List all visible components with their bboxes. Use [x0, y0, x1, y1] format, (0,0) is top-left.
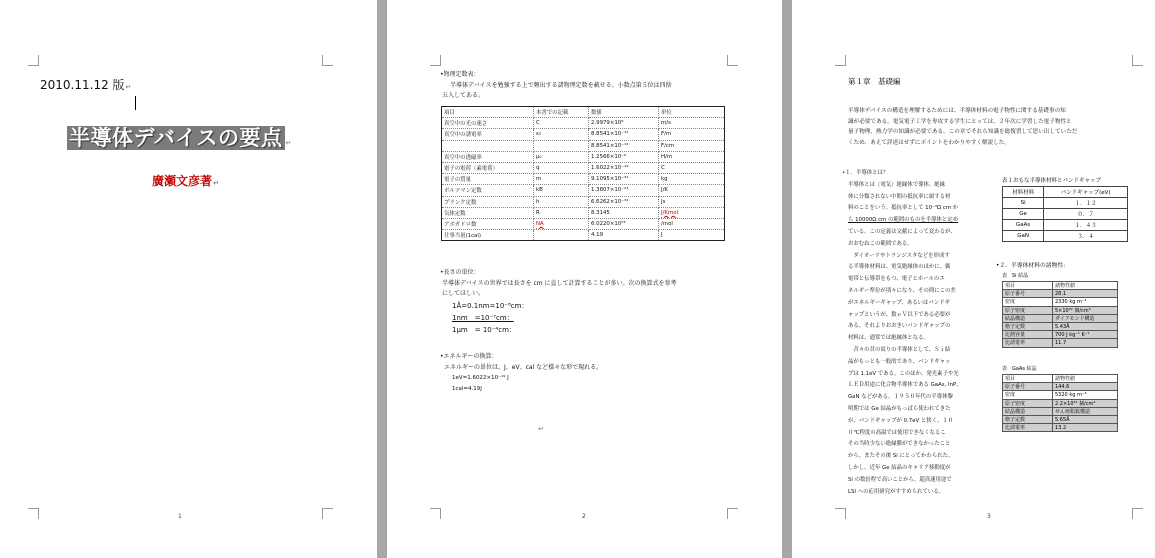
gaas-properties-table — [1002, 374, 1118, 432]
section-heading: •１．半導体とは？ — [842, 170, 889, 176]
body-line: 半導体とは（電気）絶縁体で導体、絶縁 — [848, 181, 946, 188]
si-properties-table — [1002, 281, 1118, 348]
body-line: 料のことをいう。抵抗率として 10⁻³Ω cm か — [848, 205, 959, 212]
margin-mark — [1132, 508, 1143, 519]
formula: 1Å=0.1nm=10⁻⁸cm： — [452, 301, 529, 310]
table-row — [1003, 339, 1118, 347]
table-cell: 6.0220×10²³ — [589, 218, 659, 229]
table-cell: 1.3807×10⁻²³ — [589, 185, 659, 196]
body-line: 量子物理、熱力学の知識が必要である。この章でそれら知識を総復習して思い出していただ — [848, 129, 1078, 135]
table-row — [1003, 231, 1128, 242]
table-cell: GaN — [1003, 231, 1044, 242]
table-cell: ボルツマン定数 — [442, 185, 534, 196]
table-header: 項目 — [1003, 282, 1053, 290]
section-semiconductor — [842, 168, 992, 498]
author: 廣瀬文彦著 ↵ — [152, 172, 219, 189]
table-cell: 原子番号 — [1003, 290, 1053, 298]
table-cell: 電子の質量 — [442, 174, 534, 185]
table-cell: 原子番号 — [1003, 383, 1053, 391]
table-row — [1003, 424, 1118, 432]
margin-mark — [835, 508, 846, 519]
table-cell: 1.6022×10⁻¹⁹ — [589, 162, 659, 173]
body-line: 昔々の昔の頃りの半導体として、Ｓｉ結 — [848, 346, 951, 353]
body-line: ０℃程度の高温では使用できなくなるこ — [848, 429, 946, 436]
body-line: 半導体デバイスの世界では長さを cm に直して計算することが多い。次の換算式を参考 — [442, 279, 677, 287]
margin-mark — [727, 55, 738, 66]
table-cell: Si — [1003, 198, 1044, 209]
table-cell — [534, 140, 589, 151]
table-cell: μ₀ — [534, 151, 589, 162]
table-cell: 9.1095×10⁻³¹ — [589, 174, 659, 185]
body-line: エネルギーの単位は、J、eV、cal など様々な形で現れる。 — [444, 363, 603, 371]
table-row — [1003, 391, 1118, 399]
table-caption: 表１おもな半導体材料とバンドギャップ — [1002, 178, 1102, 184]
table-cell: 11.7 — [1053, 339, 1118, 347]
table-cell: 原子密度 — [1003, 399, 1053, 407]
body-line: ている。この定義は文献によって変わるが、 — [848, 228, 956, 235]
table-header-row — [1003, 187, 1128, 198]
table-cell: Ge — [1003, 209, 1044, 220]
chapter-title: 第１章 基礎編 — [848, 77, 901, 86]
table-cell: Js — [659, 196, 725, 207]
table-header: 諸物性値 — [1053, 282, 1118, 290]
table-row — [442, 230, 725, 241]
table-cell: NA — [534, 218, 589, 229]
table-cell: 結晶構造 — [1003, 407, 1053, 415]
page-1 — [0, 0, 377, 558]
body-line: 電帯と伝導帯をもつ、電子とホールのエ — [848, 276, 945, 283]
body-line: が、バンドギャップが 0.7eV と狭く、１０ — [848, 417, 954, 424]
table-cell: 700 J kg⁻¹ K⁻¹ — [1053, 331, 1118, 339]
page-number: 3 — [987, 513, 991, 520]
table-cell: F/cm — [659, 140, 725, 151]
body-line: にしてほしい。 — [442, 290, 485, 297]
table-cell: ε₀ — [534, 129, 589, 140]
table-cell: kg — [659, 174, 725, 185]
section-heading: •２．半導体材料の諸物性： — [996, 263, 1069, 269]
table-cell: J/K — [659, 185, 725, 196]
table-cell: 13.2 — [1053, 424, 1118, 432]
table-row — [1003, 306, 1118, 314]
table-header-row — [1003, 375, 1118, 383]
table-cell: 144.6 — [1053, 383, 1118, 391]
table-cell: 5.43Å — [1053, 322, 1118, 330]
table-cell: 28.1 — [1053, 290, 1118, 298]
table-cell: 2.2×10²² 個/cm³ — [1053, 399, 1118, 407]
body-line: から、またその後 Si にとってかわられた。 — [848, 453, 954, 460]
table-header: 単位 — [659, 107, 725, 118]
table-row — [1003, 209, 1128, 220]
table-cell: 密度 — [1003, 391, 1053, 399]
page-number: 1 — [178, 513, 182, 520]
table-cell: 6.6262×10⁻³⁴ — [589, 196, 659, 207]
section-constants — [440, 70, 730, 102]
body-line: その当時少ない絶縁膜ができなかったこと — [848, 441, 951, 448]
table-cell: 2.9979×10⁸ — [589, 118, 659, 129]
body-line: ある。それよりおおきいバンドギャップの — [848, 323, 951, 330]
table-cell: 比誘電率 — [1003, 424, 1053, 432]
table-row — [1003, 383, 1118, 391]
table-row — [442, 129, 725, 140]
table-row — [1003, 415, 1118, 423]
table-cell: １．４３ — [1044, 220, 1128, 231]
table-row — [1003, 198, 1128, 209]
table-cell: C — [534, 118, 589, 129]
table-cell: J/Kmol — [659, 207, 725, 218]
formula: 1cal=4.19J — [452, 385, 482, 392]
document-title[interactable]: 半導体デバイスの要点 — [69, 126, 283, 150]
table-row — [442, 162, 725, 173]
body-line: 材料は、通常では絶縁体となる。 — [848, 335, 929, 342]
intro-line: 五入してある。 — [442, 92, 485, 99]
paragraph-mark — [537, 416, 544, 435]
body-line: ら 10000Ω cm の範囲のものを半導体と定め — [848, 217, 959, 224]
page-3 — [792, 0, 1155, 558]
table-caption: 表 Si 結晶 — [1002, 273, 1029, 279]
table-header: 項目 — [442, 107, 534, 118]
body-line: ャップというが、数ｅＶ以下である必要が — [848, 311, 951, 318]
body-line: プは 1.1eV である。このほか、発光素子や光 — [848, 370, 959, 377]
bandgap-table — [1002, 186, 1128, 242]
table-cell: 仕事当量(1cal) — [442, 230, 534, 241]
table-cell: 5×10²² 個/cm³ — [1053, 306, 1118, 314]
table-cell: J — [659, 230, 725, 241]
table-header: 数値 — [589, 107, 659, 118]
body-line: がエネルギーギャップ、あるいはバンドギ — [848, 299, 950, 306]
table-cell: 比熱容量 — [1003, 331, 1053, 339]
section-heading: •エネルギーの換算： — [440, 353, 498, 360]
table-header: 材料材料 — [1003, 187, 1044, 198]
table-cell: kB — [534, 185, 589, 196]
table-cell: q — [534, 162, 589, 173]
table-cell: /mol — [659, 218, 725, 229]
table-row — [442, 218, 725, 229]
table-row — [442, 118, 725, 129]
chapter-intro — [848, 106, 1153, 148]
margin-mark — [727, 508, 738, 519]
intro-line: 半導体デバイスを勉強する上で頻出する諸物理定数を載せる。小数点第５位は四捨 — [450, 81, 672, 89]
table-cell: ３．４ — [1044, 231, 1128, 242]
table-cell: R — [534, 207, 589, 218]
table-row — [1003, 220, 1128, 231]
table-row — [442, 174, 725, 185]
table-header: 項目 — [1003, 375, 1053, 383]
body-line: ＬＥＤ用途に化合物半導体である GaAs, InP, — [848, 382, 958, 389]
table-cell: 格子定数 — [1003, 415, 1053, 423]
table-cell: 原子密度 — [1003, 306, 1053, 314]
table-cell: 5.65Å — [1053, 415, 1118, 423]
body-line: 体に分類されない中間の抵抗率に属する材 — [848, 193, 951, 200]
margin-mark — [1132, 55, 1143, 66]
formula: 1μm = 10⁻⁴cm： — [452, 325, 516, 334]
table-cell — [442, 140, 534, 151]
section-length — [440, 268, 735, 336]
page-number: 2 — [582, 513, 586, 520]
table-cell: 8.3145 — [589, 207, 659, 218]
table-row — [1003, 331, 1118, 339]
table-cell — [534, 230, 589, 241]
body-line: しかし、近年 Ge 結晶のキャリア移動度が — [848, 464, 951, 471]
table-cell: 2330 kg m⁻³ — [1053, 298, 1118, 306]
table-header-row — [1003, 282, 1118, 290]
table-row — [1003, 322, 1118, 330]
body-line: LSI への応用研究がすすめられている。 — [848, 488, 945, 495]
table-cell: ダイアモンド構造 — [1053, 314, 1118, 322]
body-line: 晶がもっとも一般的であり、バンドギャッ — [848, 358, 951, 365]
table-row — [442, 196, 725, 207]
body-line: おおむねこの範囲である。 — [848, 240, 913, 247]
margin-mark — [28, 55, 39, 66]
table-row — [442, 207, 725, 218]
body-line: る半導体材料は、電気絶縁体のほかに、価 — [848, 264, 951, 271]
table-cell: 4.19 — [589, 230, 659, 241]
table-cell: ０．７ — [1044, 209, 1128, 220]
table-row — [1003, 399, 1118, 407]
table-header: バンドギャップ(eV) — [1044, 187, 1128, 198]
table-cell: 気体定数 — [442, 207, 534, 218]
table-cell: m — [534, 174, 589, 185]
section-heading: •物理定数表： — [440, 71, 480, 78]
table-cell: 電子の電荷（素電荷） — [442, 162, 534, 173]
table-row — [1003, 298, 1118, 306]
table-cell: １．１２ — [1044, 198, 1128, 209]
table-caption: 表 GaAs 結晶 — [1002, 366, 1037, 372]
constants-table — [441, 106, 725, 241]
body-line: 識が必要である。電気電子工学を専攻する学生にとっては、２年次に学習した電子物性と — [848, 118, 1072, 125]
margin-mark — [322, 508, 333, 519]
table-cell: C — [659, 162, 725, 173]
table-cell: 8.8541×10⁻¹⁴ — [589, 140, 659, 151]
body-line: くため、あえて詳述はせずにポイントをわかりやすく解説した。 — [848, 139, 1010, 146]
table-row — [1003, 407, 1118, 415]
table-cell: F/m — [659, 129, 725, 140]
margin-mark — [430, 508, 441, 519]
table-header: 本書での記載 — [534, 107, 589, 118]
table-cell: せん亜鉛鉱構造 — [1053, 407, 1118, 415]
table-row — [1003, 290, 1118, 298]
table-cell: 真空中の透磁率 — [442, 151, 534, 162]
table-row — [442, 151, 725, 162]
table-row — [1003, 314, 1118, 322]
body-line: 明期では Ge 結晶がもっぱら使われてきた — [848, 405, 951, 412]
table-header: 諸物性値 — [1053, 375, 1118, 383]
table-cell: H/m — [659, 151, 725, 162]
formula: 1eV=1.6022×10⁻¹⁹ J — [452, 375, 509, 381]
margin-mark — [835, 55, 846, 66]
table-cell: 密度 — [1003, 298, 1053, 306]
body-line: 半導体デバイスの構造を理解するためには、半導体材料の電子物性に関する基礎事の知 — [848, 108, 1066, 114]
body-line: GaN などがある。１９５０年代の半導体黎 — [848, 394, 953, 401]
table-row — [442, 185, 725, 196]
title-wrap — [67, 122, 291, 152]
section-heading: •長さの単位： — [440, 269, 480, 276]
body-line: ダイオードやトランジスタなどを形成す — [848, 252, 950, 259]
section-energy — [440, 352, 735, 394]
margin-mark — [430, 55, 441, 66]
table-cell: 5320 kg m⁻³ — [1053, 391, 1118, 399]
body-line: ネルギー準位が別々になり、その間にこの差 — [848, 287, 956, 294]
table-cell: プランク定数 — [442, 196, 534, 207]
formula: 1nm =10⁻⁷cm： — [452, 313, 514, 322]
margin-mark — [322, 55, 333, 66]
table-cell: m/s — [659, 118, 725, 129]
table-cell: 真空中の光の速さ — [442, 118, 534, 129]
table-cell: 比誘電率 — [1003, 339, 1053, 347]
body-line: Si の数倍程で高いことから、超高速用途で — [848, 476, 952, 483]
table-header-row — [442, 107, 725, 118]
table-cell: 8.8541×10⁻¹² — [589, 129, 659, 140]
table-cell: h — [534, 196, 589, 207]
table-cell: アボガドロ数 — [442, 218, 534, 229]
table-cell: 結晶構造 — [1003, 314, 1053, 322]
page-2 — [387, 0, 782, 558]
table-cell: 1.2566×10⁻⁶ — [589, 151, 659, 162]
table-row — [442, 140, 725, 151]
table-cell: GaAs — [1003, 220, 1044, 231]
table-cell: 格子定数 — [1003, 322, 1053, 330]
table-cell: 真空中の誘電率 — [442, 129, 534, 140]
margin-mark — [28, 508, 39, 519]
version-date: 2010.11.12 版 ↵ — [40, 76, 131, 93]
text-cursor — [135, 96, 136, 110]
